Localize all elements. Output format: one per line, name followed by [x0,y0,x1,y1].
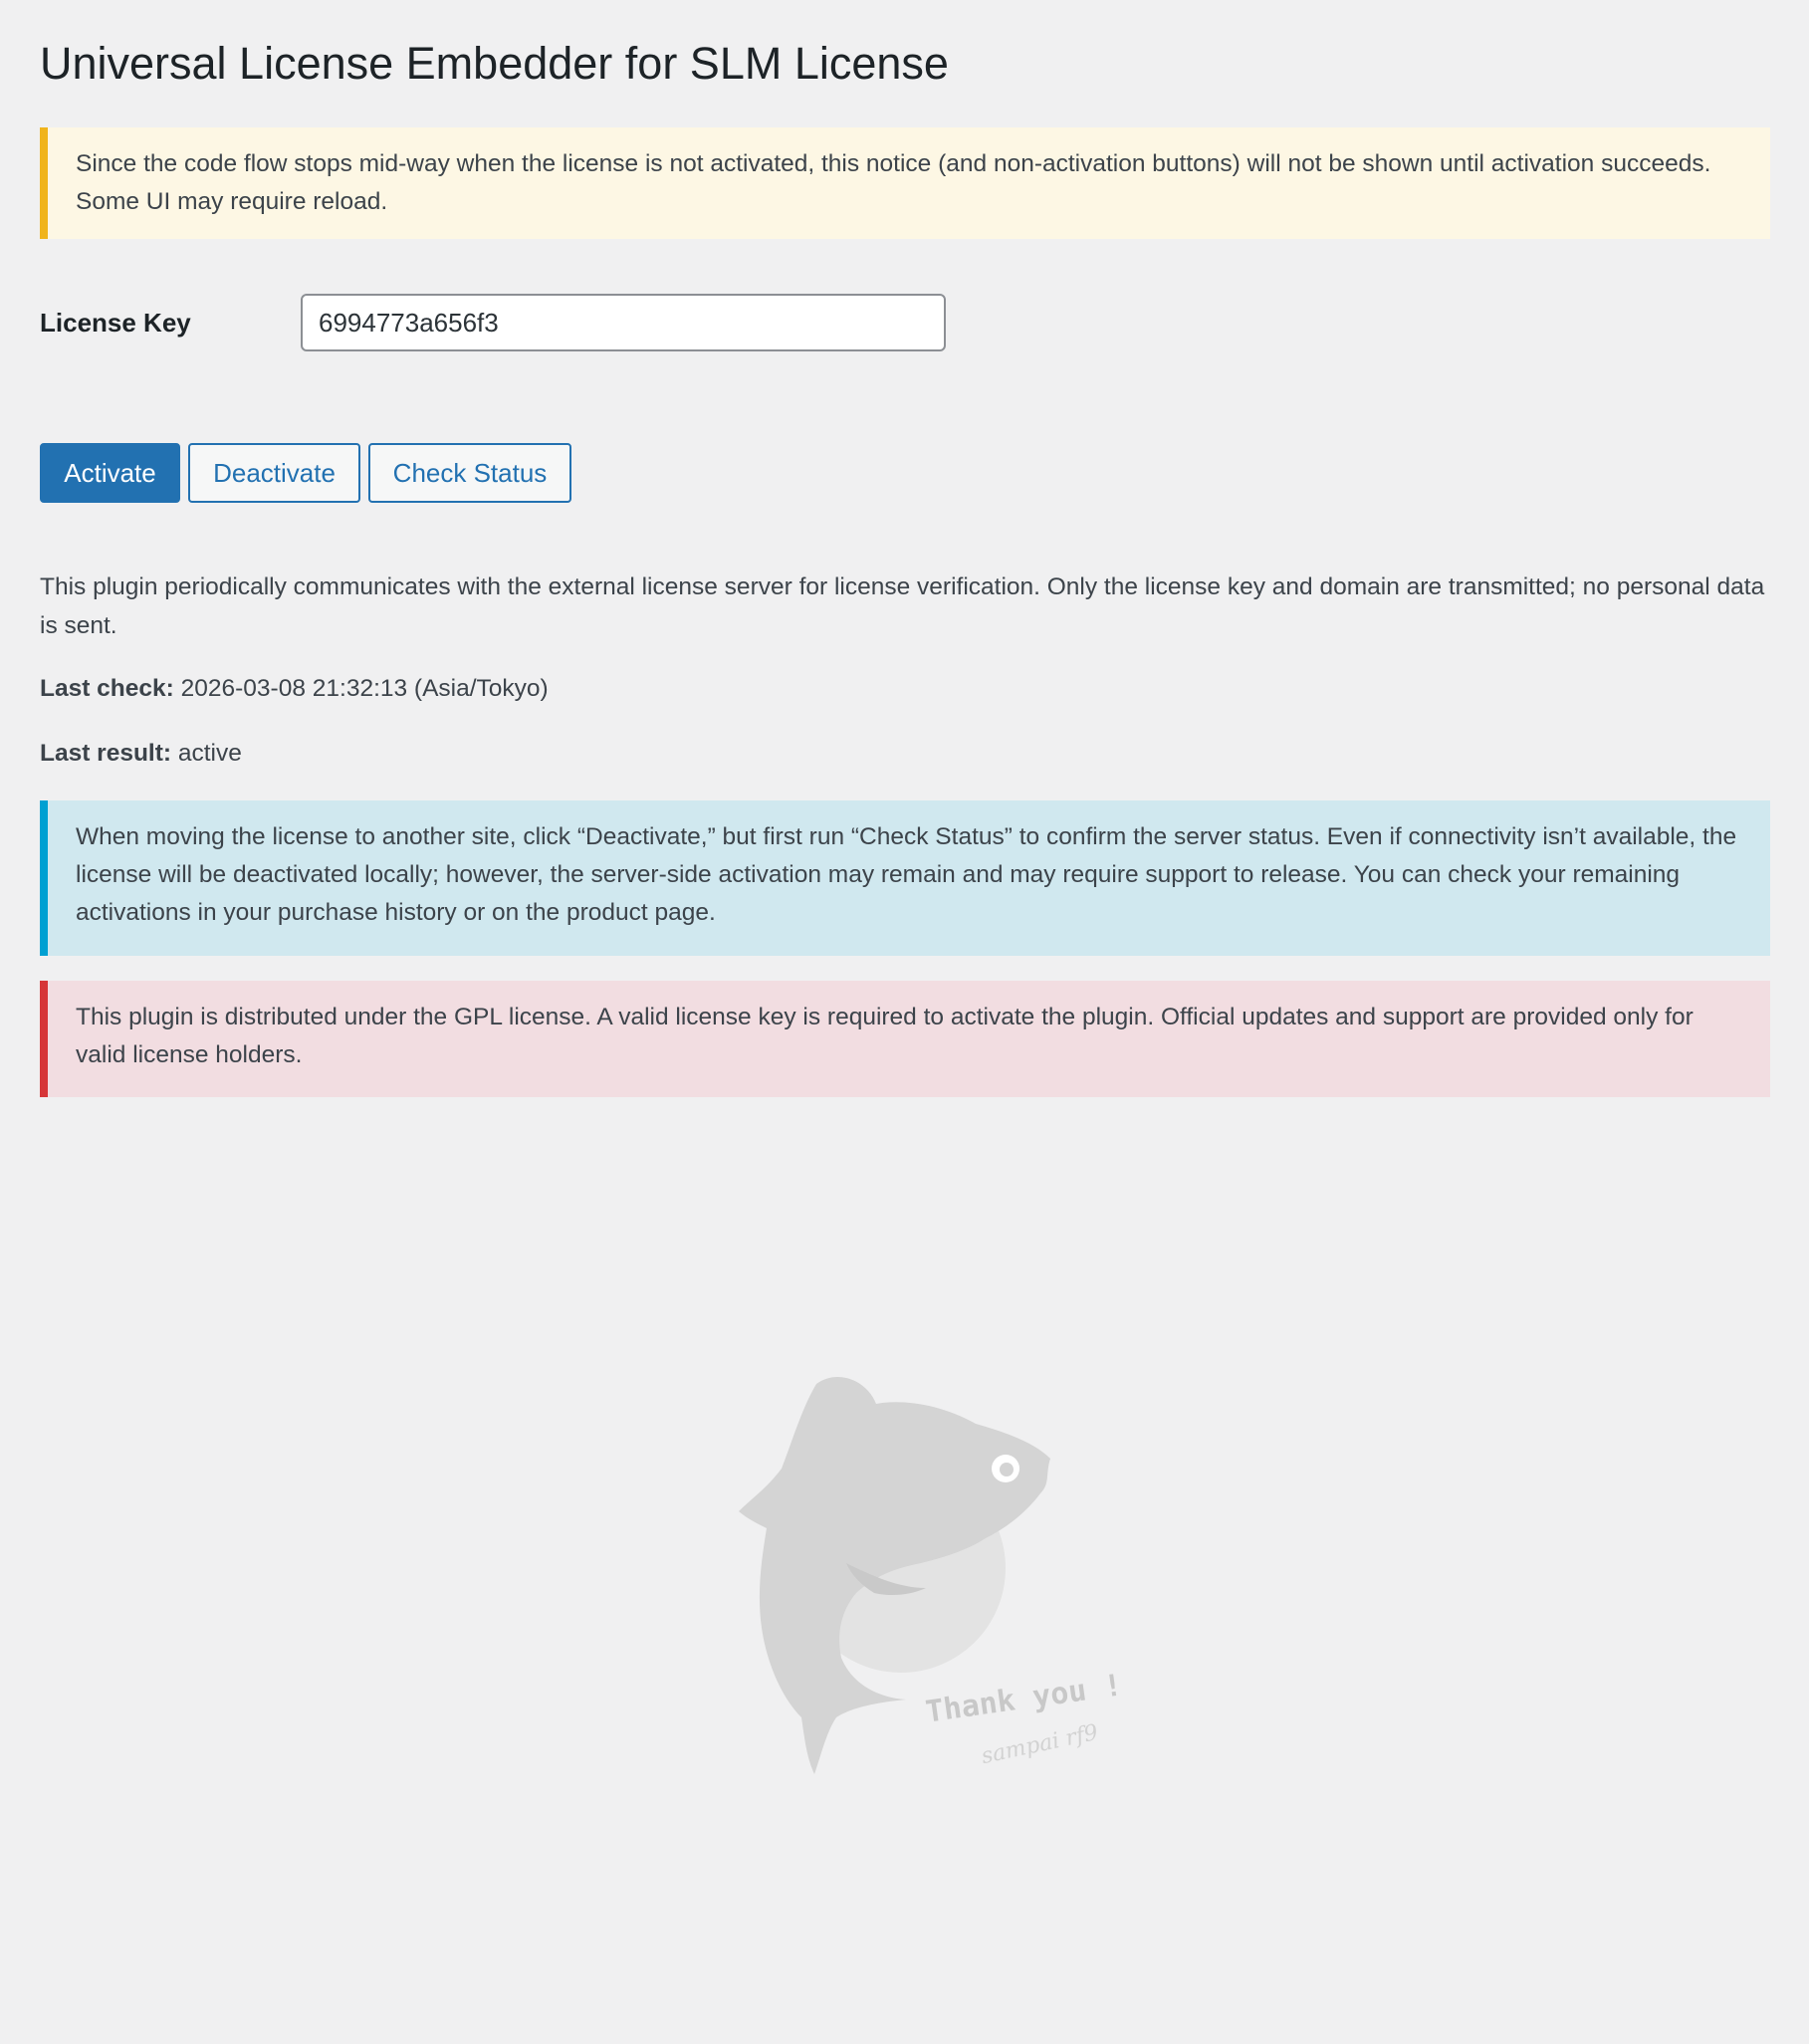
license-key-input[interactable] [301,294,946,351]
fish-illustration [727,1364,1145,1792]
mascot-caption: Thank you ! [923,1668,1125,1730]
license-error-notice [40,981,1770,1097]
last-result-value: active [177,740,242,767]
license-key-row [40,294,1035,353]
fish-pupil [1000,1463,1014,1476]
last-result-line [40,740,242,768]
info-notice-text: When moving the license to another site, click “Deactivate,” but first run “Check Status” to confirm the server status. Even if connectivity isn’t available, the license will be deactivated locally; however, the server-side activation may remain and may require support to release. You can check your remaining activations in your purchase history or on the product page. [76,823,1737,926]
check-status-button[interactable]: Check Status [368,443,571,503]
license-actions [40,443,571,503]
license-key-label: License Key [40,308,191,338]
last-result-label: Last result: [40,740,172,767]
last-check-value: 2026-03-08 21:32:13 (Asia/Tokyo) [180,675,549,702]
error-notice-text: This plugin is distributed under the GPL license. A valid license key is required to activate the plugin. Official updates and support are provided only for valid license holders. [76,1004,1694,1068]
privacy-description: This plugin periodically communicates with the external license server for license verification. Only the license key and domain are transmitted; no personal data is sent. [40,573,1765,639]
info-notice [40,800,1770,956]
warning-notice [40,127,1770,239]
last-check-line [40,675,549,703]
activate-button[interactable]: Activate [40,443,180,503]
page-title: Universal License Embedder for SLM License [40,38,949,89]
deactivate-button[interactable]: Deactivate [188,443,360,503]
last-check-label: Last check: [40,675,174,702]
mascot-signature: sampai rf9 [979,1719,1101,1770]
warning-notice-text: Since the code flow stops mid-way when the license is not activated, this notice (and non-activation buttons) will not be shown until activation succeeds. Some UI may require reload. [76,150,1711,215]
